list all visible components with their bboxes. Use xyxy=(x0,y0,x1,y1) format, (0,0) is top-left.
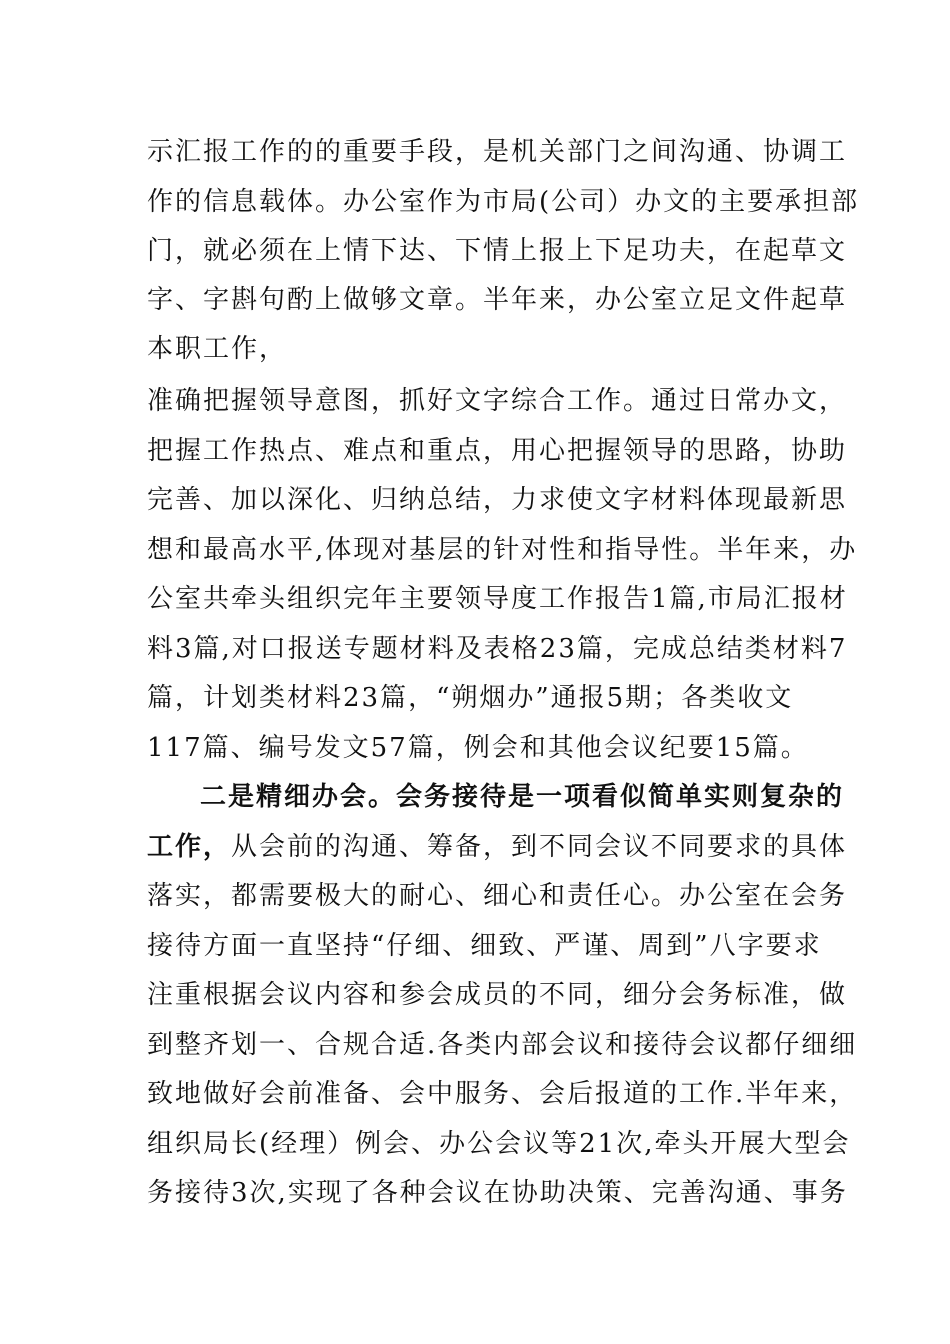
text-span: 从会前的沟通、筹备，到不同会议不同要求的具体 xyxy=(231,832,848,862)
text-line: 注重根据会议内容和参会成员的不同，细分会务标准，做 xyxy=(147,980,848,1010)
text-line: 门，就必须在上情下达、下情上报上下足功夫，在起草文 xyxy=(147,236,848,266)
paragraph-heading: 二是精细办会。会务接待是一项看似简单实则复杂的 xyxy=(200,782,845,812)
text-line: 本职工作， xyxy=(147,334,288,364)
text-line: 到整齐划一、合规合适.各类内部会议和接待会议都仔细细 xyxy=(147,1030,858,1060)
text-line: 完善、加以深化、归纳总结，力求使文字材料体现最新思 xyxy=(147,485,848,515)
text-line: 致地做好会前准备、会中服务、会后报道的工作.半年来， xyxy=(147,1079,858,1109)
text-line: 篇，计划类材料23篇，“朔烟办”通报5期；各类收文 xyxy=(147,683,794,713)
text-line: 组织局长(经理）例会、办公会议等21次,牵头开展大型会 xyxy=(147,1129,851,1159)
text-line: 公室共牵头组织完年主要领导度工作报告1篇,市局汇报材 xyxy=(147,584,848,614)
text-line: 接待方面一直坚持“仔细、细致、严谨、周到”八字要求 xyxy=(147,931,822,961)
text-line: 落实，都需要极大的耐心、细心和责任心。办公室在会务 xyxy=(147,881,848,911)
text-line: 料3篇,对口报送专题材料及表格23篇，完成总结类材料7 xyxy=(147,634,848,664)
text-line xyxy=(147,832,847,862)
text-line: 准确把握领导意图，抓好文字综合工作。通过日常办文， xyxy=(147,386,848,416)
text-line: 务接待3次,实现了各种会议在协助决策、完善沟通、事务 xyxy=(147,1178,848,1208)
text-line: 作的信息载体。办公室作为市局(公司）办文的主要承担部 xyxy=(147,187,860,217)
bold-lead: 工作， xyxy=(147,832,232,862)
text-line: 示汇报工作的的重要手段，是机关部门之间沟通、协调工 xyxy=(147,137,848,167)
text-line: 想和最高水平,体现对基层的针对性和指导性。半年来，办 xyxy=(147,535,858,565)
text-line: 把握工作热点、难点和重点，用心把握领导的思路，协助 xyxy=(147,436,848,466)
text-line: 字、字斟句酌上做够文章。半年来，办公室立足文件起草 xyxy=(147,285,848,315)
text-line: 117篇、编号发文57篇，例会和其他会议纪要15篇。 xyxy=(147,733,809,763)
